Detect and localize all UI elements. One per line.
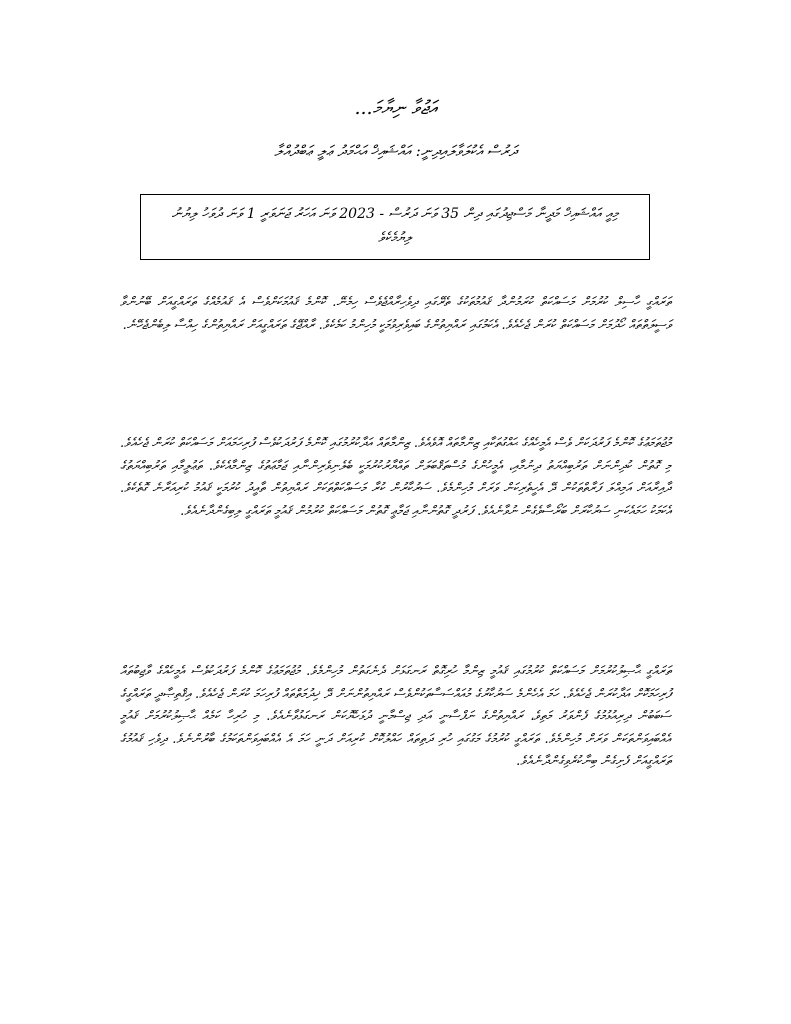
body-paragraph: ތަރައްގީ ޙާޞިލުކުރުމަށް މަސައްކަތް ކުރުމުގައި ޤައުމީ ޒިންމާ ހުރިގޮތް ރަނގަޅަށް ދެނެގަތުން މުހިންމެވެ. މުޖުތަމަޢުގެ ކޮންމެ ފަރުދަކުވެސް އެމީހެއްގެ ވާޖިބުތައް ފުރިހަމަކޮށް އަދާކުރަން ޖެހެއެވެ. ހަމަ އެހެންމެ ސަރުކާރުގެ މުއައްސަސާތަކުންވެސް ރައްޔިތުންނަށް ދޭ ޚިދުމަތްތައް ފުރިހަމަ ކުރަން ޖެހެއެވެ. އިޤްތިޞާދީ ތަރައްގީގެ ސަބަބުން ދިރިއުޅުމުގެ ފެންވަރު މަތިވެ، ރައްޔިތުންގެ ނަފްސާނީ އަދި ޖިސްމާނީ ދުޅަހެޔޮކަން ރަނގަޅުވާނެއެވެ. މި ހުރިހާ ކަމެއް ޙާޞިލުކުރުމަށް ޤައުމީ އެއްބައިވަންތަކަން ވަރަށް މުހިންމެވެ. ތަރައްގީ ކުރުމުގެ މަގުގައި ހުރި ދަތިތައް ހައްލުކޮށް ކުރިއަށް ދަނީ ހަމަ އެ އެއްބައިވަންތަކަމުގެ ބާރުންނެވެ. ދިވެހި ޤައުމުގެ ތަރައްގީއަށް ފެށިގެން ބިނާކުރެވިގެންދާނެއެވެ. (120, 664, 671, 769)
body-paragraph: ތަރައްގީ ހާސިލް ކުރުމަށް މަސައްކަތް ކުރަމުންދާ ޤައުމުތަކުގެ ތެރޭގައި ދިވެހިރާއްޖެވެސް ހިމެނޭ. ކޮންމެ ޤައުމަކަށްވެސް އެ ޤައުމެއްގެ ތަރައްގީއަށް ބޭނުންވާ ވަސީލަތްތައް ހޯދުމަށް މަސައްކަތް ކުރަން ޖެހެއެވެ. އެކަމުގައި ރައްޔިތުންގެ ބައިވެރިވުމަކީ މުހިންމު ކަމެކެވެ. ރާއްޖޭގެ ތަރައްގީއަށް ރައްޔިތުންގެ ހިއްސާ ލިބެންޖެހޭނެ. (120, 295, 671, 333)
document-subtitle: ދަރުސް އެކުލަވާލައިދިނީ: އައްޝައިޚް އަޙްމަދު ޢަލީ ޢަބްދުއްލާ (274, 142, 517, 160)
notice-box: މިއީ އައްޝައިޚް މަދީނާ މަސްޖިދުގައި ދިން 35 ވަނަ ދަރުސް - 2023 ވަނަ އަހަރު ޖަނަވަރީ 1 ވަނަ ދުވަހު ލިޔުނު ލިޔުމެކެވެ (140, 194, 650, 260)
document-title: އަޖުވާ ނިޔާމަ... (354, 97, 437, 119)
body-paragraph: މުޖުތަމަޢުގެ ކޮންމެ ފަރުދަކަށް ވެސް އެމީހެއްގެ ޙައްގުތަކާއި ޒިންމާތައް އޮވެއެވެ. ޒިންމާތައް އަދާކުރުމުގައި ކޮންމެ ފަރުދަކުވެސް ފުރިހަމައަށް މަސައްކަތް ކުރަން ޖެހެއެވެ. މި ގޮތުން ކުދިންނަށް ތަރުބިއްޔަތު ދިނުމާއި، އެމީހުންގެ މުސްތަޤްބަލަށް ތައްޔާރުކުރުމަކީ ބެލެނިވެރިންނާއި ޖަމާޢަތުގެ ޒިންމާއެކެވެ. ތަޢުލީމާއި ތަރުބިއްޔަތުގެ ދާއިރާއަށް އަމިއްލަ ފަރާތްތަކުން ދޭ އެހީތެރިކަން ވަރަށް މުހިންމެވެ. ސަރުކާރުން ކުރާ މަސައްކަތްތަކަށް ރައްޔިތުން ތާއީދު ކުރުމަކީ ޤައުމު ކުރިއަރާނެ ގޮތެކެވެ. އެކަމަކު ހަމައެކަނި ސަރުކާރަށް ބަރޯސާވެގެން ނުވާނެއެވެ. ފަރުދީ ގޮތުންނާއި ޖަމާޢީ ގޮތުން މަސައްކަތް ކުރުމުން ޤައުމީ ތަރައްގީ ލިބިގެންދާނެއެވެ. (120, 436, 671, 519)
